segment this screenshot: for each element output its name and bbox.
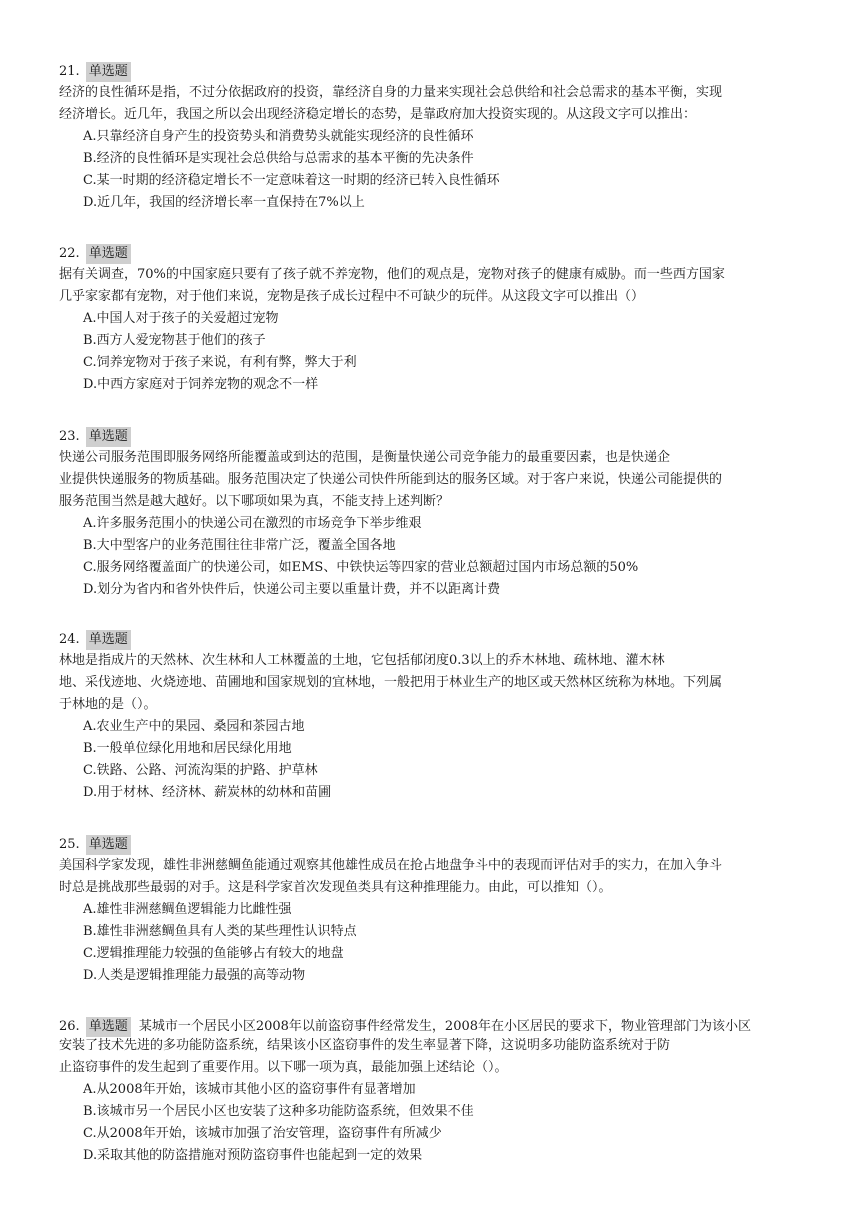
question-number: 25.	[59, 837, 80, 852]
option-d: D.近几年，我国的经济增长率一直保持在7%以上	[83, 195, 365, 210]
question-stem-line: 服务范围当然是越大越好。以下哪项如果为真，不能支持上述判断？	[59, 494, 450, 509]
question-stem-inline: 某城市一个居民小区2008年以前盗窃事件经常发生，2008年在小区居民的要求下，物业管理部门为该小区	[138, 1019, 752, 1034]
option-c: C.铁路、公路、河流沟渠的护路、护草林	[83, 763, 318, 778]
question-stem-line: 经济的良性循环是指，不过分依据政府的投资，靠经济自身的力量来实现社会总供给和社会总需求的基本平衡，实现	[59, 85, 723, 100]
question-stem-line: 安装了技术先进的多功能防盗系统，结果该小区盗窃事件的发生率显著下降，这说明多功能防盗系统对于防	[59, 1038, 671, 1053]
option-b: B.一般单位绿化用地和居民绿化用地	[83, 741, 292, 756]
option-d: D.采取其他的防盗措施对预防盗窃事件也能起到一定的效果	[83, 1148, 423, 1163]
question-number: 26.	[59, 1019, 80, 1034]
option-a: A.只靠经济自身产生的投资势头和消费势头就能实现经济的良性循环	[83, 129, 474, 144]
option-a: A.雄性非洲慈鲷鱼逻辑能力比雌性强	[83, 902, 292, 917]
option-b: B.西方人爱宠物甚于他们的孩子	[83, 333, 266, 348]
question-header	[59, 1017, 751, 1037]
question-number: 23.	[59, 429, 80, 444]
question-stem-line: 美国科学家发现，雄性非洲慈鲷鱼能通过观察其他雄性成员在抢占地盘争斗中的表现而评估对手的实力，在加入争斗	[59, 858, 723, 873]
question-type-tag: 单选题	[86, 835, 131, 855]
question-stem-line: 时总是挑战那些最弱的对手。这是科学家首次发现鱼类具有这种推理能力。由此，可以推知（）。	[59, 880, 612, 895]
question-number: 21.	[59, 64, 80, 79]
option-c: C.逻辑推理能力较强的鱼能够占有较大的地盘	[83, 946, 344, 961]
question-stem-line: 经济增长。近几年，我国之所以会出现经济稳定增长的态势，是靠政府加大投资实现的。从这段文字可以推出：	[59, 107, 697, 122]
option-b: B.大中型客户的业务范围往往非常广泛，覆盖全国各地	[83, 538, 396, 553]
option-d: D.中西方家庭对于饲养宠物的观念不一样	[83, 377, 319, 392]
option-b: B.雄性非洲慈鲷鱼具有人类的某些理性认识特点	[83, 924, 357, 939]
question-header	[59, 62, 131, 82]
option-a: A.农业生产中的果园、桑园和茶园古地	[83, 719, 305, 734]
question-stem-line: 地、采伐迹地、火烧迹地、苗圃地和国家规划的宜林地，一般把用于林业生产的地区或天然林区统称为林地。下列属	[59, 675, 723, 690]
question-stem-line: 林地是指成片的天然林、次生林和人工林覆盖的土地，它包括郁闭度0.3以上的乔木林地、疏林地、灌木林	[59, 653, 665, 668]
question-type-tag: 单选题	[86, 244, 131, 264]
question-header	[59, 244, 131, 264]
option-b: B.该城市另一个居民小区也安装了这种多功能防盗系统，但效果不佳	[83, 1104, 474, 1119]
question-header	[59, 630, 131, 650]
option-d: D.划分为省内和省外快件后，快递公司主要以重量计费，并不以距离计费	[83, 582, 501, 597]
question-header	[59, 427, 131, 447]
question-stem-line: 快递公司服务范围即服务网络所能覆盖或到达的范围，是衡量快递公司竞争能力的最重要因素，也是快递企	[59, 450, 671, 465]
option-c: C.饲养宠物对于孩子来说，有利有弊，弊大于利	[83, 355, 357, 370]
option-c: C.服务网络覆盖面广的快递公司，如EMS、中铁快运等四家的营业总额超过国内市场总额的50%	[83, 560, 639, 575]
question-type-tag: 单选题	[86, 427, 131, 447]
question-stem-line: 止盗窃事件的发生起到了重要作用。以下哪一项为真，最能加强上述结论（）。	[59, 1060, 508, 1075]
option-a: A.许多服务范围小的快递公司在激烈的市场竞争下举步维艰	[83, 516, 422, 531]
option-a: A.从2008年开始，该城市其他小区的盗窃事件有显著增加	[83, 1082, 416, 1097]
question-type-tag: 单选题	[86, 630, 131, 650]
question-number: 24.	[59, 632, 80, 647]
question-stem-line: 业提供快递服务的物质基础。服务范围决定了快递公司快件所能到达的服务区域。对于客户来说，快递公司能提供的	[59, 472, 723, 487]
question-number: 22.	[59, 246, 80, 261]
question-type-tag: 单选题	[86, 1017, 131, 1037]
question-stem-line: 于林地的是（）。	[59, 697, 157, 712]
option-d: D.人类是逻辑推理能力最强的高等动物	[83, 968, 306, 983]
option-b: B.经济的良性循环是实现社会总供给与总需求的基本平衡的先决条件	[83, 151, 474, 166]
question-stem-line: 几乎家家都有宠物，对于他们来说，宠物是孩子成长过程中不可缺少的玩伴。从这段文字可以推出（）	[59, 289, 645, 304]
option-c: C.某一时期的经济稳定增长不一定意味着这一时期的经济已转入良性循环	[83, 173, 500, 188]
option-a: A.中国人对于孩子的关爱超过宠物	[83, 311, 279, 326]
question-stem-line: 据有关调查，70%的中国家庭只要有了孩子就不养宠物，他们的观点是，宠物对孩子的健康有威胁。而一些西方国家	[59, 267, 725, 282]
question-type-tag: 单选题	[86, 62, 131, 82]
option-c: C.从2008年开始，该城市加强了治安管理，盗窃事件有所减少	[83, 1126, 442, 1141]
question-header	[59, 835, 131, 855]
option-d: D.用于材林、经济林、薪炭林的幼林和苗圃	[83, 785, 332, 800]
